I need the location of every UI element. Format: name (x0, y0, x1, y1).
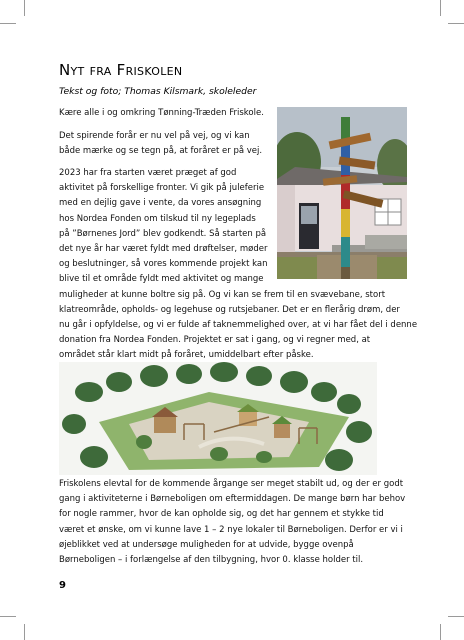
text-line: muligheder at kunne boltre sig på. Og vi kan se frem til en svævebane, stort (59, 289, 386, 300)
crop-mark (440, 0, 441, 16)
text-line: klatreområde, opholds- og legehuse og rutsjebaner. Det er en flerårig drøm, der (59, 304, 400, 315)
page-number: 9 (59, 580, 66, 591)
crop-mark (448, 616, 464, 617)
signpost-photo (277, 107, 407, 279)
text-line: det nye år har været fyldt med drøftelser, møder (59, 244, 268, 255)
text-line: området står klart midt på foråret, umiddelbart efter påske. (59, 350, 314, 361)
crop-mark (0, 23, 16, 24)
text-line: Det spirende forår er nu vel på vej, og vi kan (59, 131, 250, 141)
text-line: donation fra Nordea Fonden. Projektet er sat i gang, og vi regner med, at (59, 335, 371, 346)
paragraph-greeting (59, 106, 264, 121)
text-line: med en dejlig gave i vente, da vores ansøgning (59, 198, 262, 209)
text-line: nu går i opfyldelse, og vi er fulde af taknemmelighed over, at vi har fået del i denne (59, 320, 418, 331)
playground-rendering (59, 362, 377, 475)
article-byline: Tekst og foto; Thomas Kilsmark, skoleleder (59, 86, 257, 97)
crop-mark (24, 624, 25, 640)
text-line: Friskolens elevtal for de kommende årgange ser meget stabilt ud, og der er godt (59, 479, 404, 489)
paragraph-spring (59, 129, 262, 159)
text-line: aktivitet på forskellige fronter. Vi gik på juleferie (59, 183, 265, 194)
crop-mark (0, 616, 16, 617)
text-line: Børneboligen – i forlængelse af den tilbygning, hvor 0. klasse holder til. (59, 555, 364, 566)
text-line: og beslutninger, så vores kommende projekt kan (59, 259, 268, 270)
text-line: gang i aktiviteterne i Børneboligen om eftermiddagen. De mange børn har behov (59, 494, 406, 505)
paragraph-boerneboligen (59, 477, 405, 568)
text-line: været et ønske, om vi kunne lave 1 – 2 nye lokaler til Børneboligen. Derfor er vi i (59, 524, 403, 535)
article-title: Nyt fra Friskolen (59, 61, 183, 79)
crop-mark (448, 23, 464, 24)
text-line: hos Nordea Fonden om tilskud til ny legeplads (59, 213, 256, 224)
text-line: Kære alle i og omkring Tønning-Træden Friskole. (59, 108, 264, 118)
text-line: blive til et område fyldt med aktivitet og mange (59, 274, 264, 285)
text-line: på ”Børnenes Jord” blev godkendt. Så starten på (59, 228, 267, 239)
crop-mark (440, 624, 441, 640)
text-line: 2023 har fra starten været præget af god (59, 168, 237, 178)
text-line: både mærke og se tegn på, at foråret er på vej. (59, 146, 263, 157)
text-line: for nogle rammer, hvor de kan opholde sig, og det har gennem et stykke tid (59, 509, 384, 520)
crop-mark (24, 0, 25, 16)
text-line: øjeblikket ved at undersøge muligheden for at udvide, bygge ovenpå (59, 539, 354, 550)
